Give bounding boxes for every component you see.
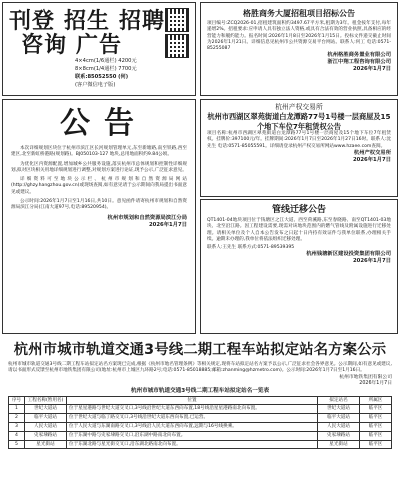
table-row — [9, 414, 392, 423]
table-cell: 人民大道站 — [318, 422, 360, 431]
pipeline-notice-contact: 联系人:王先生 联系方式:0571-89539395 — [207, 245, 295, 251]
ad-price-2: 8×8cm(1/4通栏) 7700元 — [75, 66, 137, 72]
public-notice-para: 详细资料可至地块公示栏、杭州市规划和自然资源局网站(http://ghzy.hangzhou.gov.cn)或现场查阅,如有意见请于公示期间向我局提出书面意见或建议。 — [11, 177, 187, 195]
ad-word: 广告 — [76, 32, 123, 58]
qr-code-icon — [165, 8, 189, 32]
table-row — [9, 405, 392, 414]
table-cell: 临平区 — [360, 431, 392, 440]
table-cell: 位于东湖北路与星光街交叉口,沿东湖北路南北向布置。 — [67, 440, 318, 449]
ad-word: 招聘 — [119, 8, 166, 34]
table-cell: 星光街站 — [25, 440, 67, 449]
table-cell: 临平区 — [360, 405, 392, 414]
public-notice-signature: 杭州市规划和自然资源局滨江分局 — [107, 214, 187, 221]
table-row — [9, 440, 392, 449]
tender-notice-signature: 杭州格胜商务置业有限公司 — [327, 52, 391, 59]
col-header: 位置 — [67, 396, 318, 405]
col-header: 所属区 — [360, 396, 392, 405]
table-cell: 星光街站 — [318, 440, 360, 449]
ad-word: 咨询 — [21, 32, 68, 58]
table-cell: 临平区 — [360, 440, 392, 449]
table-cell: 临平区 — [360, 414, 392, 423]
pipeline-notice-signature: 杭州钱塘新区建设投资集团有限公司 — [306, 251, 391, 258]
table-cell: 临平大道站 — [25, 414, 67, 423]
public-notice-title: 公告 — [60, 106, 148, 141]
col-header: 拟定站名 — [318, 396, 360, 405]
table-cell: 1 — [9, 405, 25, 414]
ad-word: 招生 — [64, 8, 111, 34]
ad-headline — [9, 9, 165, 57]
table-cell: 2 — [9, 414, 25, 423]
table-header-row — [9, 396, 392, 405]
tender-notice-body: 项目编号:ZCQ2026-01,招租建筑面积约3497.67平方米,租期为3年。租金按年支付,每年递增2%。招租要求:应申请人具有独立法人资格,或具有合法有效的营业执照,具备相应的经营能力和履约能力。报名时间:2026年1月8日至2026年1月15日。投标文件递交截止时间为2026年1月21日。详细信息见杭州市公共资源交易平台网站。联系人:何工 电话:0571-85255087 — [207, 21, 391, 52]
lease-notice-body: 项目名称:杭州市西湖区翠苑街道白龙潭路77号1号楼一层商屋及15个地下车位7年租赁权。挂牌价:397100元/年。挂牌期间:2026年1月7日至2026年1月27日16时。联系人:沈先生 电话:0571-85055591。详细请登录杭州产权交易所网站www.hzaee.com查阅。 — [207, 131, 391, 149]
table-cell: 史家埭路站 — [25, 431, 67, 440]
col-header: 工程名称(暂用名) — [25, 396, 67, 405]
table-cell: 临平区 — [360, 422, 392, 431]
station-name-notice — [2, 338, 398, 489]
col-header: 序号 — [9, 396, 25, 405]
pipeline-notice-title: 管线迁移公告 — [271, 205, 326, 215]
table-cell: 世纪大道站 — [318, 405, 360, 414]
qr-code-icon — [165, 34, 189, 58]
ad-price-1: 4×4cm(1/6通栏) 4200元 — [75, 58, 137, 64]
table-cell: 史家埭路站 — [318, 431, 360, 440]
table-cell: 位于人民大道与东湖南路交叉口,3号线沿人民大道东西向布置,远期与16号线换乘。 — [67, 422, 318, 431]
table-cell: 位于东湖中路与史家埭路交叉口,沿东湖中路南北向布置。 — [67, 431, 318, 440]
station-notice-date: 2026年1月7日 — [359, 380, 392, 386]
table-row — [9, 431, 392, 440]
tender-notice-date: 2026年1月7日 — [352, 66, 391, 73]
lease-notice-date: 2026年1月7日 — [352, 157, 391, 164]
lease-notice-signature: 杭州产权交易所 — [353, 150, 391, 157]
ad-word: 刊登 — [9, 8, 56, 34]
tender-notice — [200, 2, 398, 96]
lease-notice-org: 杭州产权交易所 — [275, 103, 323, 111]
pipeline-notice-body: QT1401-04地块项目位于钱塘区之江大道、西至荷溪路,东至春晓路、南至QT1401-03地块、北至沿江路。因工程建设需要,现需对该地块范围内的燃气管线及附属设施进行迁移处理。请相关单位及个人自本公告发布之日起十日内持有效证件与我单位联系,办理相关手续。逾期未办理的,我单位将依法组织迁移处理。 — [207, 218, 391, 242]
table-cell: 3 — [9, 422, 25, 431]
table-cell: 位于世纪大道与临丁路交叉口,3号线沿世纪大道东西向布置,已运营。 — [67, 414, 318, 423]
station-notice-signature: 杭州市地铁集团有限公司 — [339, 374, 392, 380]
station-notice-body: 杭州市城市轨道交通3号线二期工程车站拟定站名方案现已完成,根据《杭州市地名管理条例》等相关规定,现将车站拟定站名方案予以公示,广泛征求社会各界意见。公示期间,如有意见或建议,请以书面形式反馈至杭州市地铁集团有限公司(地址:杭州市上城区九环路2号;电话:0571-85018885;邮箱:zhanming@hzmetro.com)。公示时间:2026年1月7日至1月16日。 — [8, 362, 392, 374]
lease-notice — [200, 99, 398, 197]
ad-phone: 联系:85052550 (何) — [75, 74, 129, 80]
lease-notice-title: 杭州市西湖区翠苑街道白龙潭路77号1号楼一层商屋及15个地下车位7年租赁权公告 — [207, 112, 391, 131]
table-row — [9, 422, 392, 431]
tender-notice-title: 格胜商务大厦招租项目招标公告 — [243, 9, 355, 18]
table-cell: 位于星星港路与世纪大道交叉口,3号线沿世纪大道东西向布置,18号线沿星星港路南北向布置。 — [67, 405, 318, 414]
pipeline-notice-date: 2026年1月7日 — [352, 258, 391, 265]
public-notice-para: 本次详细规划区块位于杭州市滨江区长河规划管理单元,东至新塘路,南至铁路,西至建区,北至新虹桥港路(规划路)。BJ050103-127 地块,总用地面积约9.84公顷。 — [11, 146, 187, 158]
ad-qr-caption: (客户微信电子版) — [75, 82, 116, 88]
table-cell: 临平大道站 — [318, 414, 360, 423]
public-notice — [2, 99, 196, 334]
table-cell: 5 — [9, 440, 25, 449]
tender-notice-signature-2: 浙江中翔工程咨询有限公司 — [327, 59, 391, 66]
pipeline-notice — [200, 199, 398, 334]
public-notice-para: 为优化区内资源配置,增加城乡公共服务设施,落实杭州市总体规划和控制性详细规划,拟对区块相关用地详细规划进行调整,对规划方案进行论证,现予公示,广泛征求意见。 — [11, 161, 187, 173]
public-notice-date: 2026年1月7日 — [148, 221, 187, 228]
table-cell: 4 — [9, 431, 25, 440]
table-cell: 世纪大道站 — [25, 405, 67, 414]
station-notice-title: 杭州市城市轨道交通3号线二期工程车站拟定站名方案公示 — [13, 342, 387, 358]
ad-box — [2, 2, 196, 96]
station-name-table — [8, 396, 392, 450]
table-cell: 人民大道站 — [25, 422, 67, 431]
public-notice-para: 公示时间:2026年1月7日至1月16日,共10日。意见函件请寄杭州市规划和自然资源局滨江分局(江南大道97号,电话:89520954)。 — [11, 199, 187, 211]
station-table-caption: 杭州市城市轨道交通3号线二期工程车站拟定站名一览表 — [130, 387, 270, 394]
